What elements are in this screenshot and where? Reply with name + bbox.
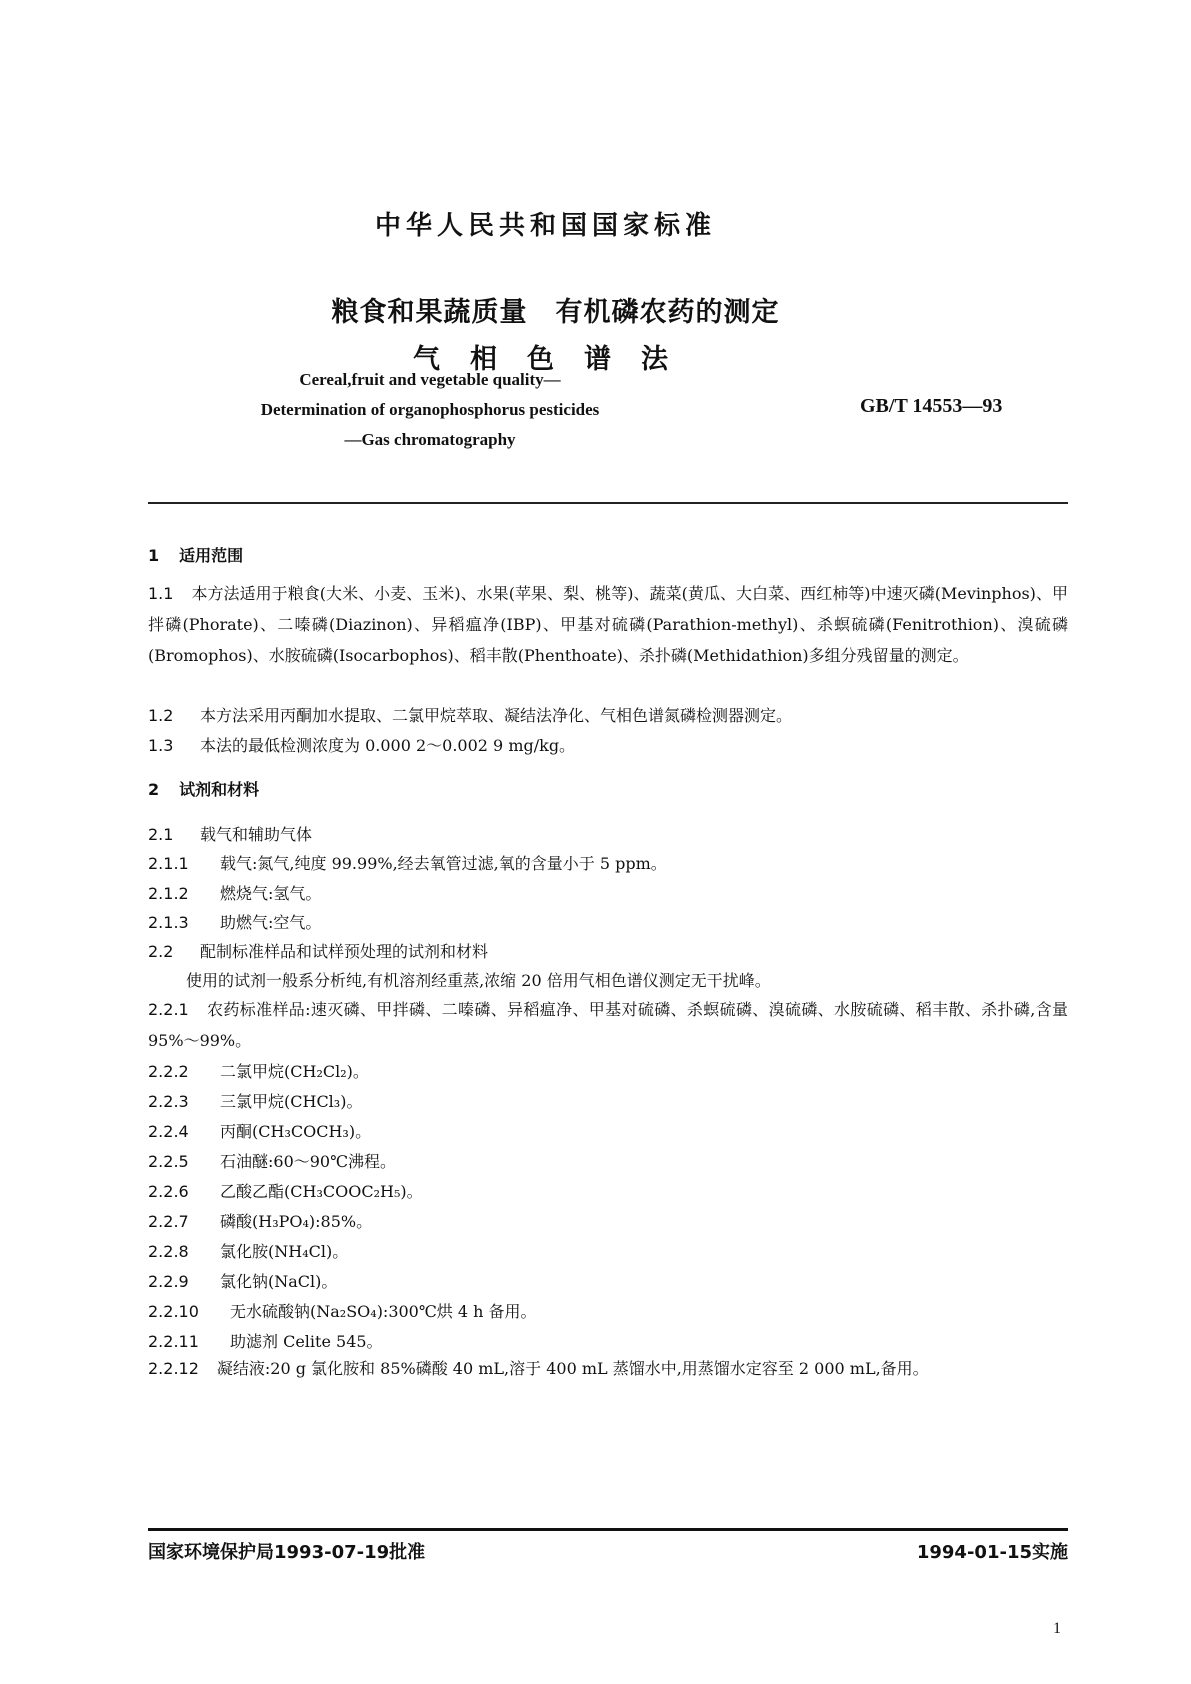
clause-2-2-4 xyxy=(148,1119,371,1142)
clause-number: 2.2.6 xyxy=(148,1182,189,1201)
clause-text: 无水硫酸钠(Na₂SO₄):300℃烘 4 h 备用。 xyxy=(230,1302,537,1321)
clause-2-2-6 xyxy=(148,1179,423,1202)
clause-text: 助燃气:空气。 xyxy=(220,913,322,932)
clause-text: 配制标准样品和试样预处理的试剂和材料 xyxy=(200,942,489,961)
clause-text: 丙酮(CH₃COCH₃)。 xyxy=(220,1122,372,1141)
clause-2-2-11 xyxy=(148,1329,383,1352)
section-number: 1 xyxy=(148,546,160,565)
section-title: 试剂和材料 xyxy=(179,780,260,799)
clause-text: 本方法采用丙酮加水提取、二氯甲烷萃取、凝结法净化、气相色谱氮磷检测器测定。 xyxy=(200,706,793,725)
english-title-line3: —Gas chromatography xyxy=(344,430,516,449)
section-heading xyxy=(148,777,259,800)
english-title-line2: Determination of organophosphorus pesticides xyxy=(260,400,600,419)
clause-text: 乙酸乙酯(CH₃COOC₂H₅)。 xyxy=(220,1182,423,1201)
document-subtitle: 气相色谱法 xyxy=(413,344,698,375)
clause-2-2-9 xyxy=(148,1269,337,1292)
footer-divider xyxy=(148,1528,1068,1531)
clause-text: 载气和辅助气体 xyxy=(200,825,313,844)
clause-text: 助滤剂 Celite 545。 xyxy=(230,1332,383,1351)
clause-2-2 xyxy=(148,939,488,962)
section-title: 适用范围 xyxy=(179,546,244,565)
clause-number: 2.2.1 xyxy=(148,1000,189,1019)
clause-number: 2.2.9 xyxy=(148,1272,189,1291)
approval-note: 国家环境保护局1993-07-19批准 xyxy=(148,1542,426,1563)
page-number: 1 xyxy=(1053,1620,1061,1637)
clause-text: 磷酸(H₃PO₄):85%。 xyxy=(220,1212,373,1231)
clause-number: 2.1.2 xyxy=(148,884,189,903)
clause-text: 石油醚:60～90℃沸程。 xyxy=(220,1152,397,1171)
clause-text: 农药标准样品:速灭磷、甲拌磷、二嗪磷、异稻瘟净、甲基对硫磷、杀螟硫磷、溴硫磷、水胺硫磷、稻丰散、杀扑磷,含量 95%～99%。 xyxy=(148,1000,1068,1050)
clause-text: 三氯甲烷(CHCl₃)。 xyxy=(220,1092,363,1111)
national-standard-heading: 中华人民共和国国家标准 xyxy=(374,211,716,241)
standard-number: GB/T 14553—93 xyxy=(860,395,1003,417)
clause-2-2-5 xyxy=(148,1149,396,1172)
clause-text: 本法的最低检测浓度为 0.000 2～0.002 9 mg/kg。 xyxy=(200,736,576,755)
clause-1-1 xyxy=(148,578,1068,671)
clause-number: 2.2.4 xyxy=(148,1122,189,1141)
clause-1-3 xyxy=(148,733,575,756)
english-title-line1: Cereal,fruit and vegetable quality— xyxy=(299,370,561,389)
clause-number: 2.1.3 xyxy=(148,913,189,932)
clause-2-2-10 xyxy=(148,1299,537,1322)
clause-text: 载气:氮气,纯度 99.99%,经去氧管过滤,氧的含量小于 5 ppm。 xyxy=(220,854,667,873)
section-number: 2 xyxy=(148,780,160,799)
clause-2-2-7 xyxy=(148,1209,372,1232)
clause-2-1 xyxy=(148,822,312,845)
clause-number: 2.2.10 xyxy=(148,1302,199,1321)
clause-text: 氯化钠(NaCl)。 xyxy=(220,1272,338,1291)
clause-number: 2.2.12 xyxy=(148,1359,199,1378)
clause-1-2 xyxy=(148,703,792,726)
clause-number: 2.2.3 xyxy=(148,1092,189,1111)
clause-2-1-1 xyxy=(148,851,667,874)
clause-number: 2.2.7 xyxy=(148,1212,189,1231)
clause-2-2-12 xyxy=(148,1353,1068,1384)
clause-number: 2.1.1 xyxy=(148,854,189,873)
clause-text: 燃烧气:氢气。 xyxy=(220,884,322,903)
clause-2-2-note: 使用的试剂一般系分析纯,有机溶剂经重蒸,浓缩 20 倍用气相色谱仪测定无干扰峰。 xyxy=(186,971,771,990)
clause-2-2-3 xyxy=(148,1089,362,1112)
clause-2-1-3 xyxy=(148,910,321,933)
clause-text: 氯化胺(NH₄Cl)。 xyxy=(220,1242,349,1261)
clause-number: 1.3 xyxy=(148,736,174,755)
section-heading xyxy=(148,543,243,566)
header-divider xyxy=(148,502,1068,504)
clause-number: 2.1 xyxy=(148,825,174,844)
clause-2-1-2 xyxy=(148,881,321,904)
clause-number: 1.2 xyxy=(148,706,174,725)
implementation-date: 1994-01-15实施 xyxy=(916,1542,1068,1563)
clause-text: 本方法适用于粮食(大米、小麦、玉米)、水果(苹果、梨、桃等)、蔬菜(黄瓜、大白菜、西红柿等)中速灭磷(Mevinphos)、甲拌磷(Phorate)、二嗪磷(Diazinon)、异稻瘟净(IBP)、甲基对硫磷(Parathion-methyl)、杀螟硫磷(Fenitrothion)、溴硫磷(Bromophos)、水胺硫磷(Isocarbophos)、稻丰散(Phenthoate)、杀扑磷(Methidathion)多组分残留量的测定。 xyxy=(148,584,1068,665)
clause-number: 2.2.5 xyxy=(148,1152,189,1171)
document-title: 粮食和果蔬质量 有机磷农药的测定 xyxy=(331,297,780,328)
clause-text: 二氯甲烷(CH₂Cl₂)。 xyxy=(220,1062,369,1081)
clause-number: 2.2.11 xyxy=(148,1332,199,1351)
clause-number: 2.2.8 xyxy=(148,1242,189,1261)
clause-2-2-8 xyxy=(148,1239,348,1262)
clause-2-2-2 xyxy=(148,1059,369,1082)
clause-text: 凝结液:20 g 氯化胺和 85%磷酸 40 mL,溶于 400 mL 蒸馏水中,用蒸馏水定容至 2 000 mL,备用。 xyxy=(216,1359,929,1378)
clause-number: 2.2 xyxy=(148,942,174,961)
clause-number: 1.1 xyxy=(148,584,174,603)
clause-number: 2.2.2 xyxy=(148,1062,189,1081)
clause-2-2-1 xyxy=(148,994,1068,1056)
